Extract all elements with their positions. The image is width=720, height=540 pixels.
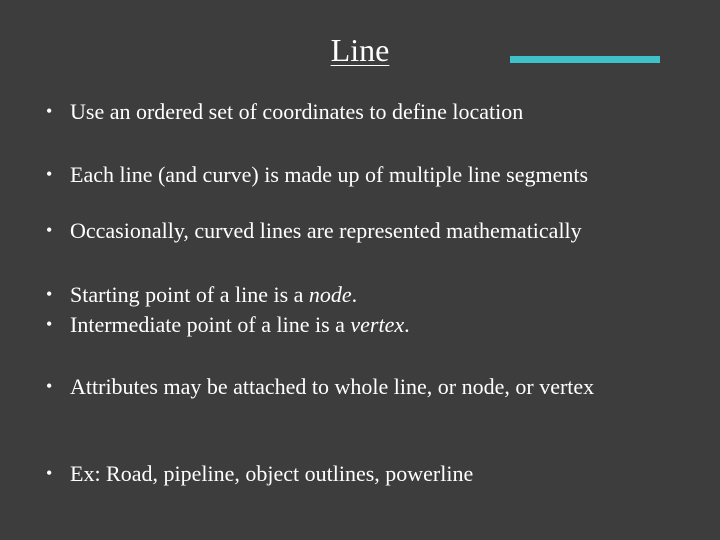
bullet-icon: • [46,164,53,184]
bullet-emphasis: node [308,282,352,307]
bullet-suffix: . [351,282,358,307]
bullet-icon: • [46,220,53,240]
bullet-icon: • [46,314,53,334]
bullet-icon: • [46,284,53,304]
bullet-icon: • [46,101,53,121]
slide-title: Line [330,32,390,68]
bullet-icon: • [46,376,53,396]
bullet-suffix: . [404,312,410,337]
title-accent-bar [510,56,660,63]
bullet-icon: • [46,463,53,483]
bullet-emphasis: vertex [350,312,405,337]
bullet-text: Ex: Road, pipeline, object outlines, powerline [70,461,474,486]
bullet-prefix: Intermediate point of a line is a [70,312,351,337]
bullet-text: Each line (and curve) is made up of multiple line segments [70,162,589,187]
bullet-text [70,282,690,307]
bullet-text [70,312,690,337]
bullet-prefix: Starting point of a line is a [70,282,309,307]
bullet-text: Occasionally, curved lines are represented mathematically [70,218,582,243]
bullet-text: Use an ordered set of coordinates to define location [70,99,524,124]
bullet-text: Attributes may be attached to whole line, or node, or vertex [70,374,595,399]
